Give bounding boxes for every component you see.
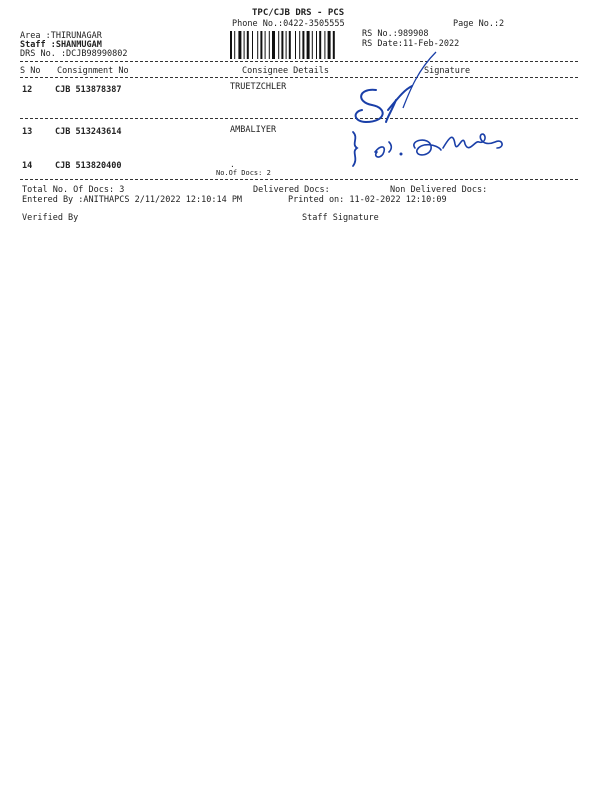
barcode-bar [247,31,249,59]
barcode-bar [265,31,266,59]
barcode-bar [286,31,287,59]
dot-mark: . [230,160,235,169]
row-consignee: TRUETZCHLER [230,82,287,92]
barcode-bar [278,31,279,59]
barcode-bar [333,31,335,59]
row-consignment-no: CJB 513878387 [55,85,122,95]
col-consignee-header: Consignee Details [242,66,329,76]
barcode-bar [260,31,262,59]
barcode-bar [319,31,321,59]
delivered-docs: Delivered Docs: [253,185,330,195]
row-divider [20,118,578,119]
staff-label: Staff :SHANMUGAM [20,40,102,50]
area-label: Area :THIRUNAGAR [20,31,102,41]
col-sno-header: S No [20,66,41,76]
barcode-bar [289,31,291,59]
document-title: TPC/CJB DRS - PCS [252,8,345,18]
entered-by: Entered By :ANITHAPCS 2/11/2022 12:10:14 PM [22,195,243,205]
header-divider-bottom [20,77,578,78]
rs-date: RS Date:11-Feb-2022 [362,39,460,49]
row-consignee: AMBALIYER [230,125,277,135]
staff-signature-label: Staff Signature [302,213,379,223]
barcode-bar [269,31,270,59]
rs-number: RS No.:989908 [362,29,429,39]
barcode-bar [307,31,310,59]
barcode-bar [302,31,304,59]
row-consignment-no: CJB 513243614 [55,127,122,137]
non-delivered-docs: Non Delivered Docs: [390,185,488,195]
phone-number: Phone No.:0422-3505555 [232,19,345,29]
barcode-icon [230,31,358,59]
barcode-bar [272,31,275,59]
header-divider-top [20,61,578,62]
barcode-bar [257,31,258,59]
barcode-bar [234,31,235,59]
barcode-bar [299,31,300,59]
verified-by: Verified By [22,213,79,223]
barcode-bar [295,31,296,59]
barcode-bar [328,31,331,59]
col-consignment-header: Consignment No [57,66,129,76]
footer-divider [20,179,578,180]
signature-scribble-2-icon [345,126,515,176]
barcode-bar [238,31,241,59]
col-signature-header: Signature [424,66,471,76]
row-sno: 14 [22,161,33,171]
total-docs: Total No. Of Docs: 3 [22,185,125,195]
barcode-bar [312,31,313,59]
row-sno: 13 [22,127,33,137]
barcode-bar [252,31,253,59]
row-sno: 12 [22,85,33,95]
no-of-docs: No.Of Docs: 2 [216,169,271,177]
barcode-bar [324,31,325,59]
page-number: Page No.:2 [453,19,505,29]
barcode-bar [244,31,245,59]
printed-on: Printed on: 11-02-2022 12:10:09 [288,195,447,205]
barcode-bar [316,31,317,59]
row-consignment-no: CJB 513820400 [55,161,122,171]
barcode-bar [281,31,283,59]
barcode-bar [230,31,232,59]
drs-number: DRS No. :DCJB98990802 [20,49,128,59]
